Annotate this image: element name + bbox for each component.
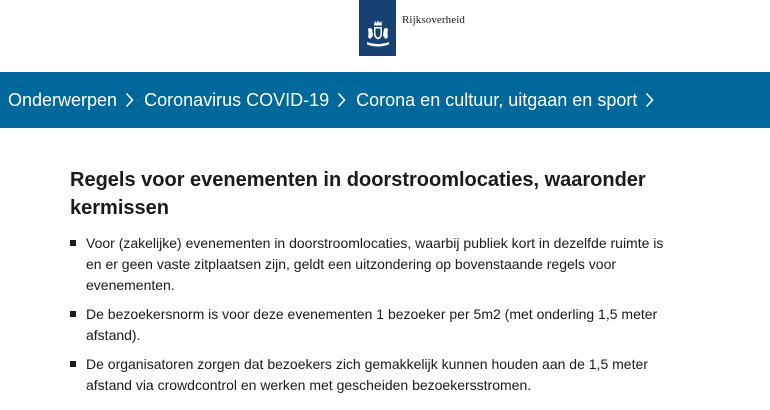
breadcrumb-link[interactable]: Coronavirus COVID-19: [144, 89, 330, 110]
bullet-icon: [70, 311, 76, 317]
list-item: [70, 233, 670, 296]
breadcrumb-link[interactable]: Corona en cultuur, uitgaan en sport: [356, 89, 638, 110]
list-item: [70, 304, 670, 346]
bullet-icon: [70, 361, 76, 367]
list-item-text: De organisatoren zorgen dat bezoekers zich gemakkelijk kunnen houden aan de 1,5 meter afstand via crowdcontrol en werken met gescheiden bezoekersstromen.: [86, 356, 648, 393]
rijksoverheid-coat-of-arms-icon: [364, 19, 392, 49]
page-title: Regels voor evenementen in doorstroomlocaties, waaronder kermissen: [70, 169, 646, 219]
site-header: [0, 0, 770, 72]
chevron-right-icon: [645, 92, 654, 108]
breadcrumb-link[interactable]: Onderwerpen: [8, 89, 118, 110]
chevron-right-icon: [337, 92, 346, 108]
breadcrumb-item-cultuur: [356, 90, 664, 111]
bullet-icon: [70, 240, 76, 246]
breadcrumb-item-coronavirus: [144, 90, 356, 111]
list-item: [70, 354, 670, 396]
breadcrumb: [0, 72, 770, 128]
main-content: [70, 166, 670, 404]
list-item-text: Voor (zakelijke) evenementen in doorstroomlocaties, waarbij publiek kort in dezelfde ruimte is en er geen vaste zitplaatsen zijn, geldt een uitzondering op bovenstaande regels voor evenementen.: [86, 235, 664, 293]
logo[interactable]: [359, 0, 396, 56]
chevron-right-icon: [125, 92, 134, 108]
list-item-text: De bezoekersnorm is voor deze evenementen 1 bezoeker per 5m2 (met onderling 1,5 meter afstand).: [86, 306, 658, 343]
breadcrumb-item-onderwerpen: [8, 90, 144, 111]
rules-list: [70, 233, 670, 396]
logo-text: Rijksoverheid: [402, 14, 466, 26]
